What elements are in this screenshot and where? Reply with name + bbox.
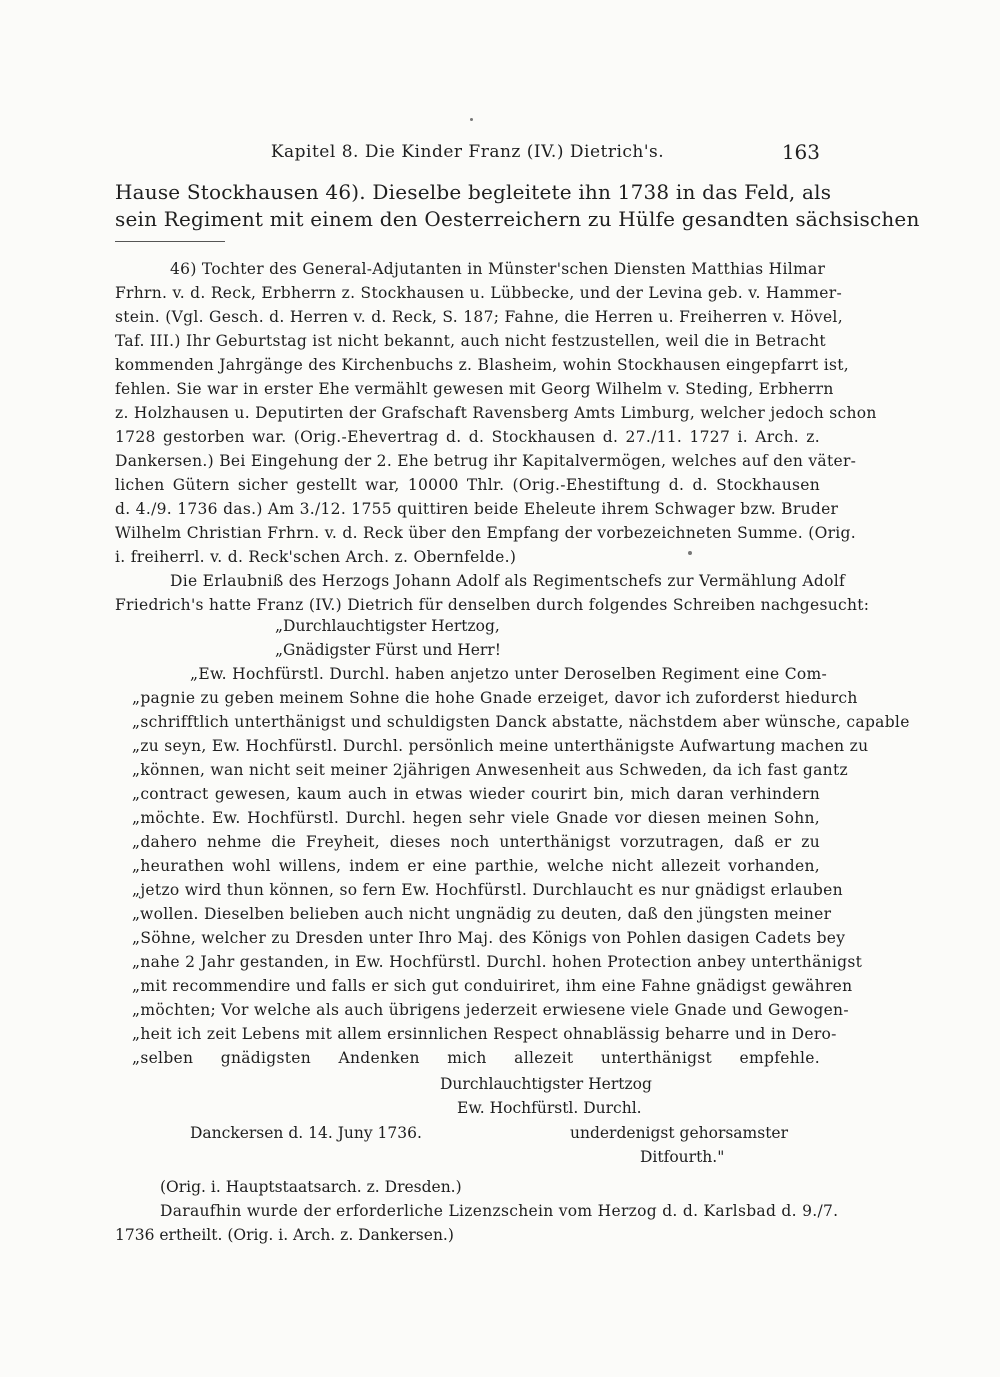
footnote-line-13: i. freiherrl. v. d. Reck'schen Arch. z. Obernfelde.) [115, 548, 517, 566]
letter-salutation-2: „Gnädigster Fürst und Herr! [275, 641, 501, 659]
footnote-line-3: stein. (Vgl. Gesch. d. Herren v. d. Reck, S. 187; Fahne, die Herren u. Freiherren v. Hövel, [115, 308, 843, 326]
letter-line-12: „Söhne, welcher zu Dresden unter Ihro Maj. des Königs von Pohlen dasigen Cadets bey [132, 929, 846, 947]
closing-paragraph-line-2: 1736 ertheilt. (Orig. i. Arch. z. Dankersen.) [115, 1226, 454, 1244]
letter-line-2: „pagnie zu geben meinem Sohne die hohe Gnade erzeiget, davor ich zuforderst hiedurch [132, 689, 858, 707]
letter-closing-1: Durchlauchtigster Hertzog [440, 1075, 652, 1093]
letter-line-1: „Ew. Hochfürstl. Durchl. haben anjetzo unter Deroselben Regiment eine Com- [190, 665, 828, 683]
footnote-line-4: Taf. III.) Ihr Geburtstag ist nicht bekannt, auch nicht festzustellen, weil die in Betracht [115, 332, 826, 350]
footnote-line-5: kommenden Jahrgänge des Kirchenbuchs z. Blasheim, wohin Stockhausen eingepfarrt ist, [115, 356, 850, 374]
letter-salutation-1: „Durchlauchtigster Hertzog, [275, 617, 500, 635]
letter-closing-3: underdenigst gehorsamster [570, 1124, 789, 1142]
page-header [115, 140, 820, 170]
letter-line-3: „schrifftlich unterthänigst und schuldigsten Danck abstatte, nächstdem aber wünsche, capable [132, 713, 910, 731]
letter-line-7: „möchte. Ew. Hochfürstl. Durchl. hegen sehr viele Gnade vor diesen meinen Sohn, [132, 809, 820, 827]
letter-line-16: „heit ich zeit Lebens mit allem ersinnlichen Respect ohnablässig beharre und in Dero- [132, 1025, 837, 1043]
footnote-line-10: lichen Gütern sicher gestellt war, 10000 Thlr. (Orig.-Ehestiftung d. d. Stockhausen [115, 476, 820, 494]
footnote-line-7: z. Holzhausen u. Deputirten der Grafschaft Ravensberg Amts Limburg, welcher jedoch schon [115, 404, 877, 422]
letter-place-date: Danckersen d. 14. Juny 1736. [190, 1124, 422, 1142]
print-speck [688, 551, 692, 555]
body-line-1: Hause Stockhausen 46). Dieselbe begleitete ihn 1738 in das Feld, als [115, 180, 832, 204]
footnote-line-11: d. 4./9. 1736 das.) Am 3./12. 1755 quittiren beide Eheleute ihrem Schwager bzw. Bruder [115, 500, 839, 518]
closing-paragraph-line-1: Daraufhin wurde der erforderliche Lizenzschein vom Herzog d. d. Karlsbad d. 9./7. [160, 1202, 839, 1220]
footnote-line-15: Friedrich's hatte Franz (IV.) Dietrich für denselben durch folgendes Schreiben nachgesucht: [115, 596, 870, 614]
letter-line-15: „möchten; Vor welche als auch übrigens jederzeit erwiesene viele Gnade und Gewogen- [132, 1001, 849, 1019]
letter-line-13: „nahe 2 Jahr gestanden, in Ew. Hochfürstl. Durchl. hohen Protection anbey unterthänigst [132, 953, 863, 971]
letter-line-10: „jetzo wird thun können, so fern Ew. Hochfürstl. Durchlaucht es nur gnädigst erlauben [132, 881, 843, 899]
letter-line-17: „selben gnädigsten Andenken mich allezeit unterthänigst empfehle. [132, 1049, 820, 1067]
source-note: (Orig. i. Hauptstaatsarch. z. Dresden.) [160, 1178, 462, 1196]
footnote-line-14: Die Erlaubniß des Herzogs Johann Adolf als Regimentschefs zur Vermählung Adolf [170, 572, 846, 590]
letter-signature: Ditfourth." [640, 1148, 725, 1166]
print-speck [470, 118, 473, 121]
letter-line-8: „dahero nehme die Freyheit, dieses noch unterthänigst vorzutragen, daß er zu [132, 833, 820, 851]
letter-line-11: „wollen. Dieselben belieben auch nicht ungnädig zu deuten, daß den jüngsten meiner [132, 905, 832, 923]
footnote-line-8: 1728 gestorben war. (Orig.-Ehevertrag d. d. Stockhausen d. 27./11. 1727 i. Arch. z. [115, 428, 820, 446]
letter-closing-2: Ew. Hochfürstl. Durchl. [457, 1099, 642, 1117]
footnote-line-2: Frhrn. v. d. Reck, Erbherrn z. Stockhausen u. Lübbecke, und der Levina geb. v. Hammer- [115, 284, 842, 302]
footnote-line-9: Dankersen.) Bei Eingehung der 2. Ehe betrug ihr Kapitalvermögen, welches auf den väter- [115, 452, 857, 470]
footnote-line-1: 46) Tochter des General-Adjutanten in Münster'schen Diensten Matthias Hilmar [170, 260, 826, 278]
letter-line-6: „contract gewesen, kaum auch in etwas wieder courirt bin, mich daran verhindern [132, 785, 820, 803]
running-head: Kapitel 8. Die Kinder Franz (IV.) Dietrich's. [270, 142, 665, 162]
body-line-2: sein Regiment mit einem den Oesterreichern zu Hülfe gesandten sächsischen [115, 207, 920, 231]
letter-line-14: „mit recommendire und falls er sich gut conduiriret, ihm eine Fahne gnädigst gewähren [132, 977, 853, 995]
letter-line-9: „heurathen wohl willens, indem er eine parthie, welche nicht allezeit vorhanden, [132, 857, 820, 875]
footnote-separator [115, 241, 225, 242]
page-number: 163 [781, 140, 820, 164]
footnote-line-12: Wilhelm Christian Frhrn. v. d. Reck über den Empfang der vorbezeichneten Summe. (Orig. [115, 524, 857, 542]
letter-line-5: „können, wan nicht seit meiner 2jährigen Anwesenheit aus Schweden, da ich fast gantz [132, 761, 848, 779]
letter-line-4: „zu seyn, Ew. Hochfürstl. Durchl. persönlich meine unterthänigste Aufwartung machen zu [132, 737, 869, 755]
footnote-line-6: fehlen. Sie war in erster Ehe vermählt gewesen mit Georg Wilhelm v. Steding, Erbherrn [115, 380, 834, 398]
